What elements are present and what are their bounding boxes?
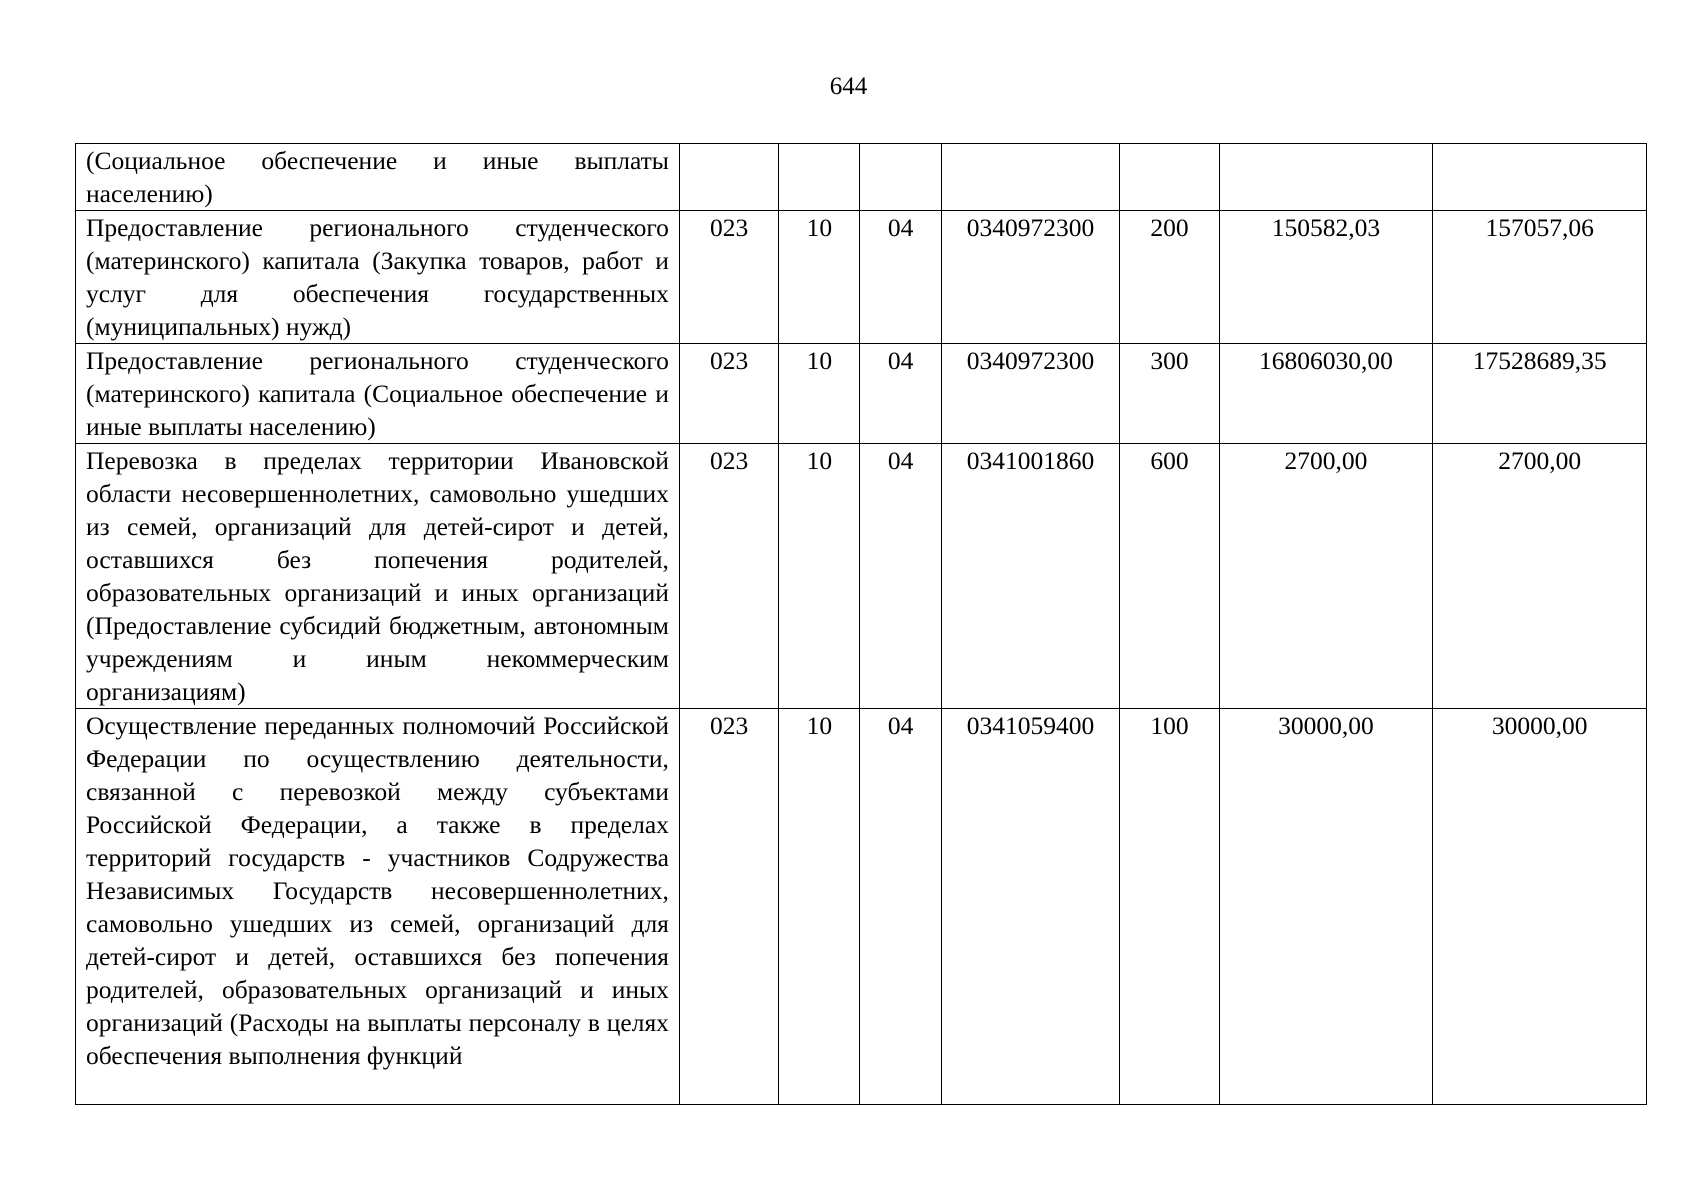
target-article-code: 0340972300	[941, 344, 1120, 444]
table-row	[76, 144, 1647, 211]
amount-year-1: 150582,03	[1219, 211, 1433, 344]
amount-year-1: 16806030,00	[1219, 344, 1433, 444]
subsection-code: 04	[860, 211, 941, 344]
expense-type-code: 300	[1120, 344, 1219, 444]
ministry-code: 023	[679, 444, 778, 709]
table-row	[76, 444, 1647, 709]
amount-year-2: 157057,06	[1433, 211, 1647, 344]
row-description: Предоставление регионального студенческого (материнского) капитала (Закупка товаров, работ и услуг для обеспечения государственных (муниципальных) нужд)	[76, 211, 680, 344]
expense-type-code	[1120, 144, 1219, 211]
page-number: 644	[829, 73, 868, 100]
subsection-code: 04	[860, 709, 941, 1105]
ministry-code: 023	[679, 709, 778, 1105]
subsection-code: 04	[860, 444, 941, 709]
expense-type-code: 600	[1120, 444, 1219, 709]
row-description: Перевозка в пределах территории Ивановской области несовершеннолетних, самовольно ушедших из семей, организаций для детей-сирот и детей, оставшихся без попечения родителей, образовательных организаций и иных организаций (Предоставление субсидий бюджетным, автономным учреждениям и иным некоммерческим организациям)	[76, 444, 680, 709]
expense-type-code: 200	[1120, 211, 1219, 344]
section-code: 10	[779, 444, 860, 709]
amount-year-2	[1433, 144, 1647, 211]
amount-year-2: 2700,00	[1433, 444, 1647, 709]
section-code: 10	[779, 211, 860, 344]
budget-table	[75, 143, 1647, 1105]
row-description: Осуществление переданных полномочий Российской Федерации по осуществлению деятельности, связанной с перевозкой между субъектами Российской Федерации, а также в пределах территорий государств - участников Содружества Независимых Государств несовершеннолетних, самовольно ушедших из семей, организаций для детей-сирот и детей, оставшихся без попечения родителей, образовательных организаций и иных организаций (Расходы на выплаты персоналу в целях обеспечения выполнения функций	[76, 709, 680, 1105]
amount-year-1: 30000,00	[1219, 709, 1433, 1105]
table-row	[76, 211, 1647, 344]
section-code: 10	[779, 344, 860, 444]
subsection-code	[860, 144, 941, 211]
table-row	[76, 709, 1647, 1105]
subsection-code: 04	[860, 344, 941, 444]
row-description: Предоставление регионального студенческого (материнского) капитала (Социальное обеспечение и иные выплаты населению)	[76, 344, 680, 444]
ministry-code: 023	[679, 344, 778, 444]
amount-year-2: 30000,00	[1433, 709, 1647, 1105]
expense-type-code: 100	[1120, 709, 1219, 1105]
target-article-code: 0341059400	[941, 709, 1120, 1105]
target-article-code	[941, 144, 1120, 211]
amount-year-1: 2700,00	[1219, 444, 1433, 709]
section-code: 10	[779, 709, 860, 1105]
ministry-code	[679, 144, 778, 211]
table-row	[76, 344, 1647, 444]
amount-year-1	[1219, 144, 1433, 211]
target-article-code: 0340972300	[941, 211, 1120, 344]
row-description: (Социальное обеспечение и иные выплаты населению)	[76, 144, 680, 211]
section-code	[779, 144, 860, 211]
target-article-code: 0341001860	[941, 444, 1120, 709]
amount-year-2: 17528689,35	[1433, 344, 1647, 444]
ministry-code: 023	[679, 211, 778, 344]
